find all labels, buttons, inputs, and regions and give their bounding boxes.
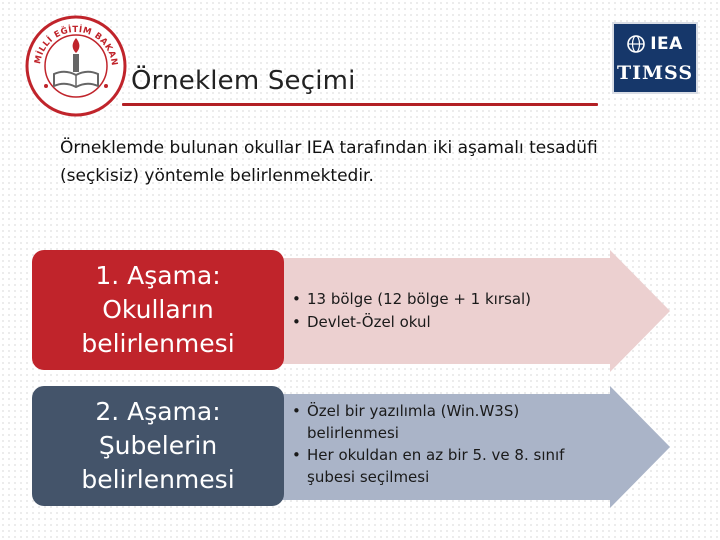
- title-underline: [122, 103, 598, 106]
- stage-1-box: [32, 250, 284, 370]
- stage-2-line: 2. Aşama:: [95, 397, 221, 426]
- bullet-item: • Devlet-Özel okul: [292, 311, 592, 334]
- intro-paragraph: Örneklemde bulunan okullar IEA tarafından iki aşamalı tesadüfi (seçkisiz) yöntemle belirlenmektedir.: [60, 138, 598, 186]
- stage-2-line: belirlenmesi: [81, 465, 235, 494]
- stage-1-arrow: [268, 250, 670, 372]
- meb-logo: [24, 14, 128, 118]
- meb-seal-icon: [24, 14, 128, 118]
- stage-1-line: belirlenmesi: [81, 329, 235, 358]
- bullet-item: • Özel bir yazılımla (Win.W3S) belirlenmesi: [292, 400, 592, 444]
- bullet-item: • 13 bölge (12 bölge + 1 kırsal): [292, 288, 592, 311]
- stage-2-bullets: [292, 400, 592, 488]
- iea-timss-logo: [612, 22, 698, 94]
- bullet-item: • Her okuldan en az bir 5. ve 8. sınıf şubesi seçilmesi: [292, 444, 592, 488]
- iea-label: IEA: [650, 34, 683, 54]
- stage-1-bullets: [292, 288, 592, 334]
- globe-icon: [627, 35, 645, 53]
- timss-label: TIMSS: [616, 62, 694, 84]
- stage-2-box: [32, 386, 284, 506]
- stage-2-line: Şubelerin: [98, 431, 218, 460]
- stage-1-line: Okulların: [102, 295, 214, 324]
- svg-text:T.C. MİLLİ EĞİTİM BAKANLIĞI: MİLLİ EĞİTİM BAKAN: [33, 24, 120, 67]
- stage-1-line: 1. Aşama:: [95, 261, 221, 290]
- stage-2-arrow: [268, 386, 670, 508]
- slide-title: Örneklem Seçimi: [131, 66, 356, 96]
